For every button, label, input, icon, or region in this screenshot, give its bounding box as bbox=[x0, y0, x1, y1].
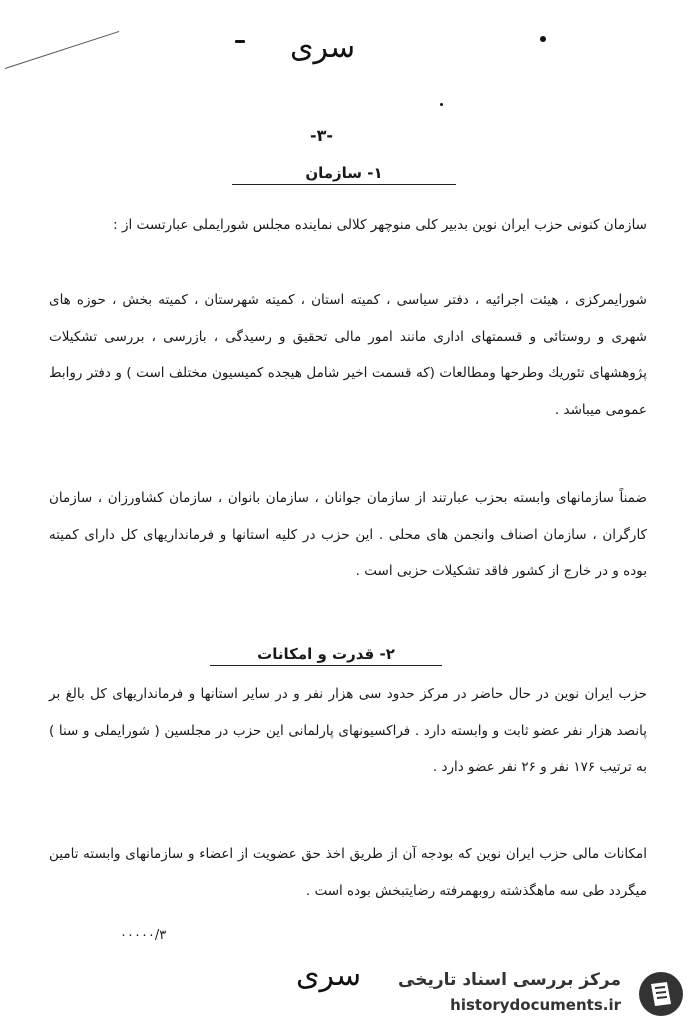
paragraph: حزب ایران نوین در حال حاضر در مرکز حدود سی هزار نفر و در سایر استانها و فرمانداریهای کل بالغ بر پانصد هزار نفر عضو ثابت و وابسته دارد . فراکسیونهای پارلمانی این حزب در مجلسین ( شورایملی و سنا ) به ترتیب ۱۷۶ نفر و ۲۶ نفر عضو دارد . bbox=[49, 686, 647, 775]
section-heading-organization: ۱- سازمان bbox=[232, 164, 456, 185]
classification-stamp-bottom: سری bbox=[296, 958, 362, 993]
watermark-title: مرکز بررسی اسناد تاریخی bbox=[398, 970, 621, 990]
document-number: ۰۰۰۰۰/۳ bbox=[120, 928, 167, 943]
section-heading-power-and-resources: ۲- قدرت و امکانات bbox=[210, 645, 442, 666]
watermark-url[interactable]: historydocuments.ir bbox=[450, 996, 621, 1014]
paragraph: سازمان کنونی حزب ایران نوین بدبیر کلی منوچهر کلالی نماینده مجلس شورایملی عبارتست از : bbox=[113, 217, 647, 233]
document-archive-logo-icon bbox=[637, 970, 685, 1018]
classification-stamp-top: سری bbox=[290, 30, 356, 65]
paragraph: امکانات مالی حزب ایران نوین که بودجه آن از طریق اخذ حق عضویت از اعضاء و سازمانهای وابسته تامین میگردد طی سه ماهگذشته روبهمرفته رضایتبخش بوده است . bbox=[49, 846, 647, 899]
ink-mark bbox=[440, 103, 443, 106]
ink-mark bbox=[540, 36, 546, 42]
paragraph: ضمناً سازمانهای وابسته بحزب عبارتند از سازمان جوانان ، سازمان بانوان ، سازمان کشاورزان ، سازمان کارگران ، سازمان اصناف وانجمن های محلی . این حزب در کلیه استانها و فرمانداریهای کل دارای کمیته بوده و در خارج از کشور فاقد تشکیلات حزبی است . bbox=[49, 490, 647, 579]
paragraph: شورایمرکزی ، هیئت اجرائیه ، دفتر سیاسی ، کمیته استان ، کمیته شهرستان ، کمیته بخش ، حوزه های شهری و روستائی و قسمتهای اداری مانند امور مالی تحقیق و رسیدگی ، بازرسی ، بررسی تشکیلات پژوهشهای تئوریك وطرحها ومطالعات (که قسمت اخیر شامل هیجده کمیسیون مختلف است ) و دفتر روابط عمومی میباشد . bbox=[49, 292, 647, 418]
ink-mark bbox=[235, 40, 245, 43]
pencil-scratch bbox=[5, 31, 119, 69]
page-number: -۳- bbox=[310, 126, 334, 145]
